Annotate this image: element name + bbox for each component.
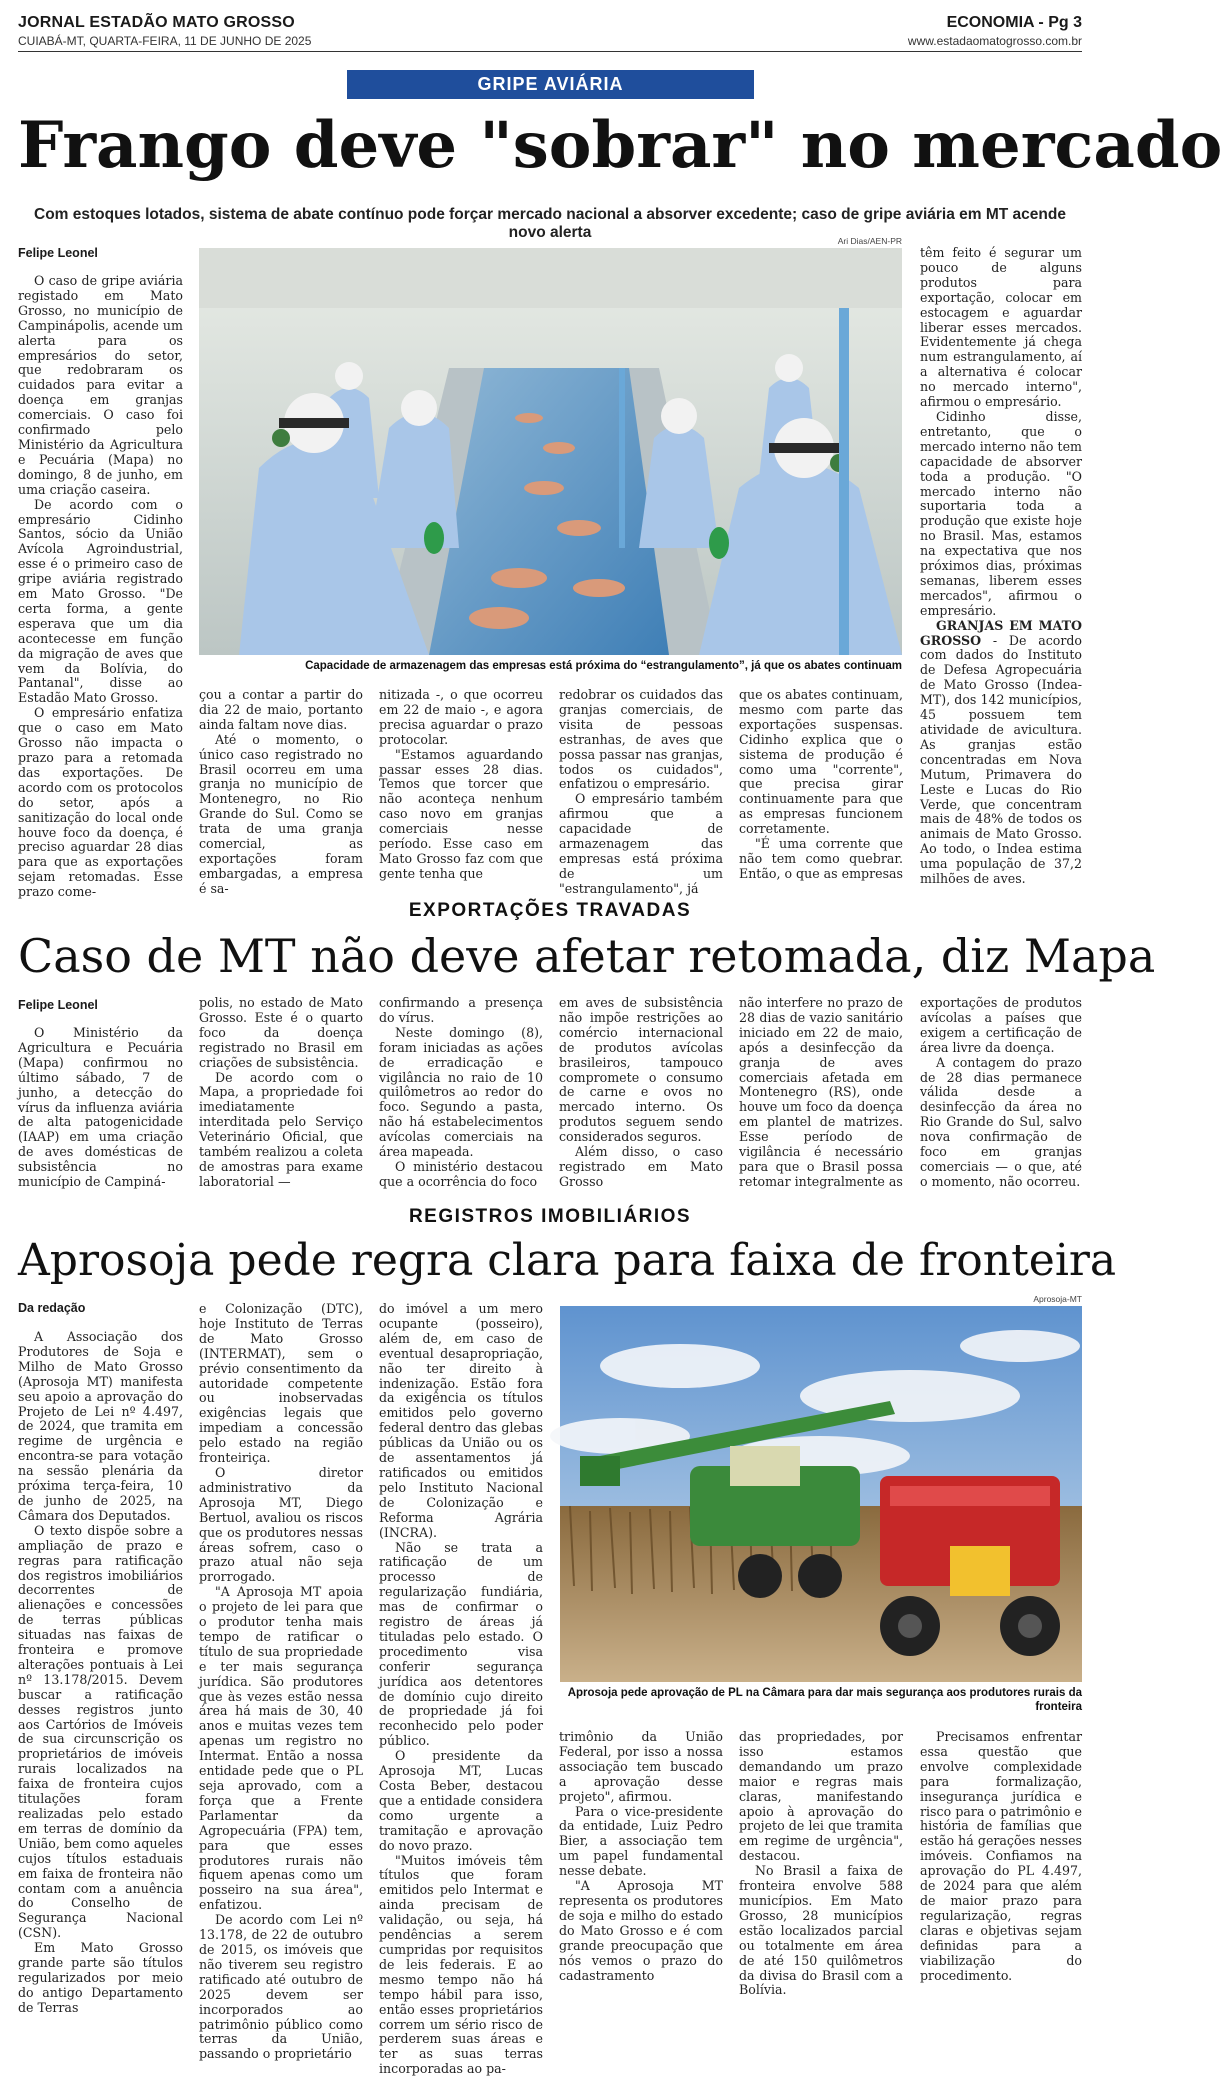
story1-column-3 <box>379 688 543 880</box>
paragraph: O diretor administrativo da Aprosoja MT, Diego Bertuol, avaliou os riscos que os produtores nessas áreas sofrem, caso o prazo atual não seja prorrogado. <box>199 1464 363 1585</box>
paragraph: O Ministério da Agricultura e Pecuária (Mapa) confirmou no último sábado, 7 de junho, a detecção do vírus da influenza aviária de alta patogenicidade (IAAP) em uma criação de aves domésticas de subsistência no município de Campiná- <box>18 1025 183 1190</box>
story1-column-6 <box>920 245 1082 887</box>
paragraph: Além disso, o caso registrado em Mato Grosso <box>559 1144 723 1189</box>
poultry-plant-illustration <box>199 248 902 655</box>
story2-kicker: EXPORTAÇÕES TRAVADAS <box>408 900 692 921</box>
masthead-rule <box>18 51 1082 52</box>
paragraph: polis, no estado de Mato Grosso. Este é o quarto foco da doença registrado no Brasil em criações de subsistência. <box>199 995 363 1070</box>
story2-column-4 <box>559 995 723 1189</box>
paragraph: "A Aprosoja MT representa os produtores de soja e milho do estado do Mato Grosso e é com grande preocupação que nós vemos o prazo do cadastramento <box>559 1878 723 1983</box>
paragraph: O presidente da Aprosoja MT, Lucas Costa Beber, destacou que a entidade considera como urgente a tramitação e aprovação do novo prazo. <box>379 1748 543 1853</box>
paragraph: O texto dispõe sobre a ampliação de prazo e regras para ratificação dos registros imobiliários decorrentes de alienações e concessões de terras públicas situadas nas faixas de fronteira e promove alterações pontuais à Lei nº 13.178/2015. Devem buscar a ratificação desses registros junto aos Cartórios de Imóveis de sua circunscrição os proprietários de imóveis rurais localizados na faixa de fronteira cujos titulações foram realizadas pelo estado em terras de domínio da União, bem como aqueles cujos títulos estaduais em faixa de fronteira não contam com a anuência do Conselho de Segurança Nacional (CSN). <box>18 1522 183 1941</box>
story3-column-1 <box>18 1329 183 2015</box>
paragraph: Até o momento, o único caso registrado no Brasil ocorreu em uma granja no município de Montenegro, no Rio Grande do Sul. Como se trata de uma granja comercial, as exportações foram embargadas, a empresa é sa- <box>199 731 363 896</box>
paragraph: Não se trata a ratificação de um processo de regularização fundiária, mas de confirmar o registro de áreas já tituladas pelo estado. O procedimento visa conferir segurança jurídica aos detentores de domínio cujo direito de propriedade já foi reconhecido pelo poder público. <box>379 1539 543 1749</box>
paragraph: Neste domingo (8), foram iniciadas as ações de erradicação e vigilância no raio de 10 quilômetros ao redor do foco. Segundo a pasta, não há estabelecimentos avícolas comerciais na área mapeada. <box>379 1024 543 1160</box>
harvest-field-illustration <box>560 1306 1082 1682</box>
paragraph: Precisamos enfrentar essa questão que envolve complexidade para formalização, insegurança jurídica e risco para o patrimônio e história de famílias que estão há gerações nesses imóveis. Confiamos na aprovação do PL 4.497, de 2024 para que além de maior prazo para regularização, regras claras e objetivas sejam definidas para a viabilização do procedimento. <box>920 1729 1082 1983</box>
paragraph-text: - De acordo com dados do Instituto de Defesa Agropecuária de Mato Grosso (Indea-MT), dos 142 municípios, 45 possuem tem atividade de avicultura. As granjas estão concentradas em Nova Mutum, Primavera do Leste e Lucas do Rio Verde, que concentram mais de 48% de todos os animais de Mato Grosso. Ao todo, o Indea estima uma população de 37,2 milhões de aves. <box>920 632 1082 887</box>
story2-column-1 <box>18 1025 183 1190</box>
paragraph: O empresário enfatiza que o caso em Mato Grosso não impacta o prazo para a retomada das exportações. De acordo com os protocolos do setor, após a sanitização do local onde houve foco da doença, é preciso aguardar 28 dias para que as exportações sejam retomadas. Esse prazo come- <box>18 705 183 900</box>
paragraph <box>920 619 1082 887</box>
paragraph: "A Aprosoja MT apoia o projeto de lei para que o produtor tenha mais tempo de ratificar o título de sua propriedade e ter mais segurança jurídica. São produtores que às vezes estão nessa área há mais de 30, 40 anos e muitas vezes tem apenas um registro no Intermat. Então a nossa entidade pede que o PL seja aprovado, com a força que a Frente Parlamentar da Agropecuária (FPA) tem, para que esses produtores rurais não fiquem apenas como um posseiro na sua área", enfatizou. <box>199 1584 363 1913</box>
story1-photo-poultry-processing <box>199 248 902 655</box>
story1-column-5 <box>739 688 903 880</box>
paragraph: çou a contar a partir do dia 22 de maio, portanto ainda faltam nove dias. <box>199 687 363 732</box>
story2-column-3 <box>379 995 543 1189</box>
story1-kicker: GRIPE AVIÁRIA <box>347 70 754 99</box>
story2-column-6 <box>920 995 1082 1189</box>
paragraph: A contagem do prazo de 28 dias permanece válida desde a desinfecção da área no Rio Grande do Sul, salvo nova confirmação de foco em granjas comerciais — o que, até o momento, não ocorreu. <box>920 1054 1082 1189</box>
paragraph: De acordo com o empresário Cidinho Santos, sócio da União Avícola Agroindustrial, esse é o primeiro caso de gripe aviária registrado em Mato Grosso. "De certa forma, a gente esperava que um dia acontecesse em função da migração de aves que vem da Bolívia, do Pantanal", disse ao Estadão Mato Grosso. <box>18 496 183 706</box>
story1-headline: Frango deve "sobrar" no mercado <box>18 108 1222 183</box>
paragraph: O empresário também afirmou que a capacidade de armazenagem das empresas está próxima de um "estrangulamento", já <box>559 791 723 896</box>
story3-photo-harvest <box>560 1306 1082 1682</box>
paragraph: "Estamos aguardando passar esses 28 dias. Temos que torcer que não aconteça nenhum caso novo em granjas comerciais nesse período. Esse caso em Mato Grosso faz com que gente tenha que <box>379 746 543 881</box>
story3-column-3 <box>379 1301 543 2077</box>
paragraph: O caso de gripe aviária registado em Mato Grosso, no município de Campinápolis, acende um alerta para os empresários do setor, que redobraram os cuidados para evitar a doença em granjas comerciais. O caso foi confirmado pelo Ministério da Agricultura e Pecuária (Mapa) no domingo, 8 de junho, em uma criação caseira. <box>18 273 183 497</box>
paragraph: nitizada -, o que ocorreu em 22 de maio -, e agora precisa aguardar o prazo protocolar. <box>379 687 543 747</box>
story3-column-4 <box>559 1729 723 1983</box>
story3-photo-caption: Aprosoja pede aprovação de PL na Câmara para dar mais segurança aos produtores rurais da fronteira <box>567 1687 1082 1713</box>
story1-photo-caption: Capacidade de armazenagem das empresas está próxima do “estrangulamento”, já que os abates continuam <box>305 660 902 672</box>
inline-subhead: GRANJAS EM MATO GROSSO <box>920 617 1082 648</box>
paragraph: De acordo com Lei nº 13.178, de 22 de outubro de 2015, os imóveis que não tiverem seu registro ratificado até outubro de 2025 devem ser incorporados ao patrimônio público como terras da União, passando o proprietário <box>199 1912 363 2062</box>
paragraph: Em Mato Grosso grande parte são títulos regularizados por meio do antigo Departamento de Terras <box>18 1940 183 2015</box>
story3-column-2 <box>199 1301 363 2062</box>
paragraph: redobrar os cuidados das granjas comerciais, de visita de pessoas estranhas, de aves que possa passar nas granjas, todos os cuidados", enfatizou o empresário. <box>559 687 723 792</box>
masthead-section: ECONOMIA - Pg 3 <box>946 14 1082 31</box>
paragraph: "É uma corrente que não tem como quebrar. Então, o que as empresas <box>739 836 904 881</box>
paragraph: em aves de subsistência não impõe restrições ao comércio internacional de produtos avícolas brasileiros, tampouco compromete o consumo de carne e ovos no mercado interno. Os produtos seguem sendo considerados seguros. <box>559 995 723 1145</box>
paragraph: e Colonização (DTC), hoje Instituto de Terras de Mato Grosso (INTERMAT), sem o prévio consentimento da autoridade competente ou inobservadas exigências legais que impediam a concessão pelo estado na região fronteiriça. <box>199 1301 363 1466</box>
story2-column-5 <box>739 995 903 1189</box>
story2-headline: Caso de MT não deve afetar retomada, diz Mapa <box>18 929 1156 983</box>
story3-column-5 <box>739 1729 903 1998</box>
paragraph: "Muitos imóveis têm títulos que foram emitidos pelo Intermat e ainda precisam de validação, ou seja, há pendências a serem cumpridas por requisitos de leis federais. E ao mesmo tempo não há tempo hábil para isso, então esses proprietários correm um sério risco de perderem suas áreas e ter as suas terras incorporadas ao pa- <box>379 1852 543 2077</box>
story1-column-4 <box>559 687 723 896</box>
story3-byline: Da redação <box>18 1301 86 1315</box>
story1-column-1 <box>18 273 183 900</box>
story1-byline: Felipe Leonel <box>18 246 98 260</box>
story3-kicker: REGISTROS IMOBILIÁRIOS <box>408 1206 692 1227</box>
story3-photo-credit: Aprosoja-MT <box>1033 1294 1082 1304</box>
story3-column-6 <box>920 1729 1082 1983</box>
paragraph: confirmando a presença do vírus. <box>379 995 543 1025</box>
paragraph: De acordo com o Mapa, a propriedade foi imediatamente interditada pelo Serviço Veterinário Oficial, que também realizou a coleta de amostras para exame laboratorial — <box>199 1069 363 1189</box>
masthead-url: www.estadaomatogrosso.com.br <box>907 34 1082 48</box>
paragraph: têm feito é segurar um pouco de alguns produtos para exportação, colocar em estocagem e aguardar liberar esses mercados. Evidentemente já chega num estrangulamento, aí a alternativa é colocar no mercado interno", afirmou o empresário. <box>920 245 1082 410</box>
paragraph: A Associação dos Produtores de Soja e Milho de Mato Grosso (Aprosoja MT) manifesta seu apoio a aprovação do Projeto de Lei nº 4.497, de 2024, que tramita em regime de urgência e encontra-se para votação na sessão plenária da próxima terça-feira, 10 de junho de 2025, na Câmara dos Deputados. <box>18 1329 183 1523</box>
paragraph: Cidinho disse, entretanto, que o mercado interno não tem capacidade de absorver toda a produção. "O mercado interno não suportaria toda a produção que existe hoje no Brasil. Mas, estamos na expectativa que nos próximos dias, próximas semanas, liberem esses mercados", afirmou o empresário. <box>920 408 1082 618</box>
paragraph: que os abates continuam, mesmo com parte das exportações suspensas. Cidinho explica que o sistema de produção é como uma "corrente", que precisa girar continuamente para que as empresas funcionem corretamente. <box>739 687 903 837</box>
story3-headline: Aprosoja pede regra clara para faixa de fronteira <box>18 1235 1117 1286</box>
paragraph: No Brasil a faixa de fronteira envolve 588 municípios. Em Mato Grosso, 28 municípios estão localizados parcial ou totalmente em área de até 150 quilômetros da divisa do Brasil com a Bolívia. <box>739 1863 903 1998</box>
paragraph: das propriedades, por isso estamos demandando um prazo maior e regras mais claras, manifestando apoio à aprovação do projeto de lei que tramita em regime de urgência", destacou. <box>739 1729 903 1864</box>
paragraph: do imóvel a um mero ocupante (posseiro), além de, em caso de eventual desapropriação, não ter direito à indenização. Estão fora da exigência os títulos emitidos pelo governo federal dentro das glebas públicas da União ou os de assentamentos já ratificados ou emitidos pelo Instituto Nacional de Colonização e Reforma Agrária (INCRA). <box>379 1301 543 1540</box>
story1-subhead: Com estoques lotados, sistema de abate contínuo pode forçar mercado nacional a absorver excedente; caso de gripe aviária em MT acende novo alerta <box>34 206 1066 241</box>
story1-photo-credit: Ari Dias/AEN-PR <box>837 236 902 246</box>
story2-byline: Felipe Leonel <box>18 998 98 1012</box>
paragraph: Para o vice-presidente da entidade, Luiz Pedro Bier, a associação tem um papel fundamental nesse debate. <box>559 1803 723 1879</box>
story2-column-2 <box>199 995 363 1189</box>
story1-column-2 <box>199 687 363 896</box>
masthead-dateline: CUIABÁ-MT, QUARTA-FEIRA, 11 DE JUNHO DE 2025 <box>18 34 312 48</box>
masthead-title: JORNAL ESTADÃO MATO GROSSO <box>18 14 295 31</box>
paragraph: O ministério destacou que a ocorrência do foco <box>379 1158 543 1189</box>
paragraph: não interfere no prazo de 28 dias de vazio sanitário iniciado em 22 de maio, após a desinfecção da granja de aves comerciais afetada em Montenegro (RS), onde houve um foco da doença em plantel de matrizes. Esse período de vigilância é necessário para que o Brasil possa retomar integralmente as <box>739 995 903 1189</box>
paragraph: exportações de produtos avícolas a países que exigem a certificação de área livre da doença. <box>920 995 1082 1055</box>
paragraph: trimônio da União Federal, por isso a nossa associação tem buscado a aprovação desse projeto", afirmou. <box>559 1729 723 1804</box>
